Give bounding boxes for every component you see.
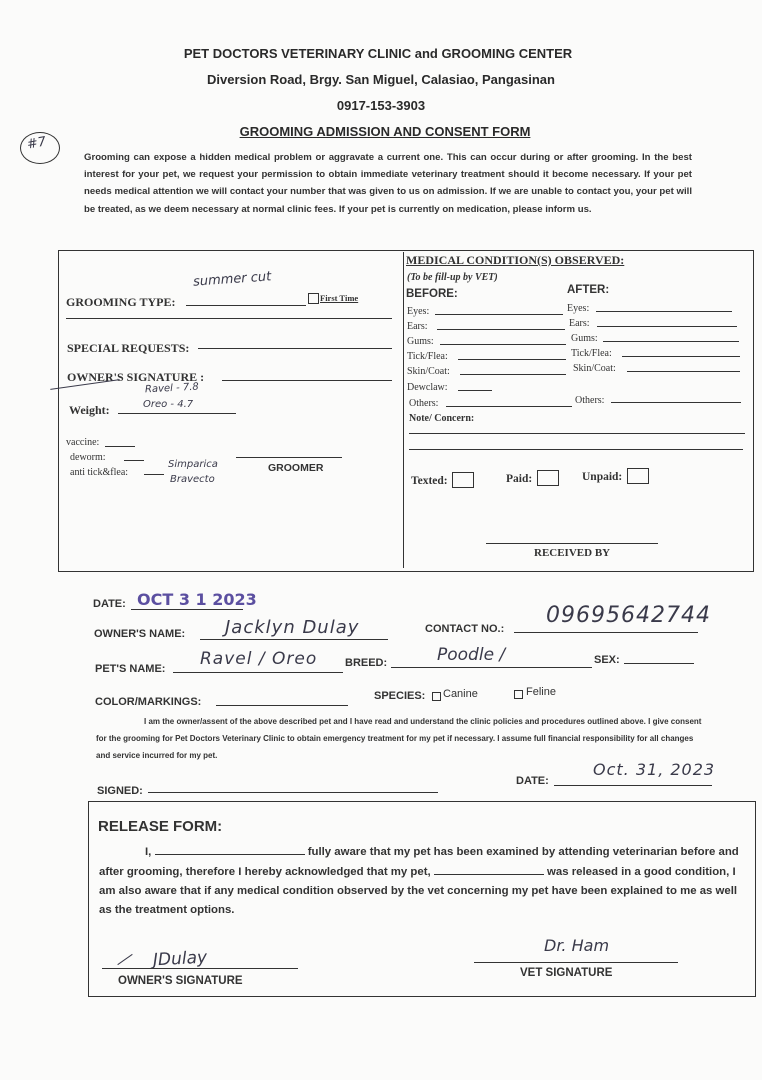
vet-signature-value: Dr. Ham [544,936,610,955]
antitick-label: anti tick&flea: [70,467,129,478]
color-markings-line[interactable] [216,705,348,706]
received-by-label: RECEIVED BY [534,547,611,559]
weight-value-ravel: Ravel - 7.8 [144,381,200,396]
owner-signature-release-line[interactable] [102,968,298,969]
release-pet-blank[interactable] [434,862,544,875]
signed-line[interactable] [148,792,438,793]
release-paragraph [99,842,751,920]
paid-label: Paid: [506,473,533,485]
groomer-label: GROOMER [268,462,324,474]
grooming-type-value: summer cut [192,269,272,290]
before-others-label: Others: [409,398,439,409]
note-line-1[interactable] [409,433,745,434]
page-number-mark: #7 [25,134,48,153]
signed-date-value: Oct. 31, 2023 [593,760,716,779]
feline-label: Feline [526,686,556,698]
antitick-line[interactable] [144,474,164,475]
vaccine-label: vaccine: [66,437,100,448]
grooming-type-line[interactable] [186,305,306,306]
antitick-value-bravecto: Bravecto [170,474,215,485]
consent-paragraph: I am the owner/assent of the above described pet and I have read and understand the clinic policies and procedures outlined above. I give consent for the grooming for Pet Doctors Veterinary Clinic to obtain emergency treatment for my pet if necessary. I assume full financial responsibility for all changes and service incurred for my pet. [96,717,702,760]
before-skincoat-line[interactable] [460,374,566,375]
before-ears-line[interactable] [437,329,565,330]
form-title: GROOMING ADMISSION AND CONSENT FORM [239,124,531,139]
owner-signature-value: JDulay [152,947,208,971]
texted-field [411,471,474,489]
medical-title: MEDICAL CONDITION(S) OBSERVED: [406,253,625,267]
owner-signature-label: OWNER'S SIGNATURE : [67,370,205,384]
signed-label: SIGNED: [97,785,143,797]
canine-label: Canine [443,688,478,700]
owner-signature-line[interactable] [222,380,392,381]
unpaid-checkbox[interactable] [627,468,649,484]
breed-value: Poodle / [437,645,506,665]
before-others-line[interactable] [446,406,572,407]
before-label: BEFORE: [406,288,458,300]
pet-name-value: Ravel / Oreo [200,649,318,669]
before-gums-label: Gums: [407,336,434,347]
paid-field [506,469,559,487]
color-markings-label: COLOR/MARKINGS: [95,696,202,708]
breed-line[interactable] [391,667,592,668]
after-others-label: Others: [575,395,605,406]
signed-date-line[interactable] [554,785,712,786]
vet-signature-label: VET SIGNATURE [520,967,613,979]
owner-name-line[interactable] [200,639,388,640]
unpaid-label: Unpaid: [582,471,623,483]
note-concern-label: Note/ Concern: [409,413,475,424]
paid-checkbox[interactable] [537,470,559,486]
box-divider [403,252,404,568]
before-ears-label: Ears: [407,321,428,332]
before-gums-line[interactable] [440,344,566,345]
species-label: SPECIES: [374,690,426,702]
sex-label: SEX: [594,654,620,666]
clinic-phone: 0917-153-3903 [336,98,426,113]
signed-date-label: DATE: [516,775,549,787]
antitick-value-simparica: Simparica [168,459,218,470]
deworm-line[interactable] [124,460,144,461]
before-dewclaw-line[interactable] [458,390,492,391]
date-label: DATE: [93,598,126,610]
after-ears-label: Ears: [569,318,590,329]
weight-label: Weight: [69,403,110,417]
release-text-2: fully aware that my pet has been examined by attending veterinarian before and after grooming, therefore I hereby acknowledged that my pet, [99,846,739,878]
before-eyes-line[interactable] [435,314,563,315]
release-text-3: was released in a good condition, I am also aware that if any medical condition observed by the vet concerning my pet have been explained to me as well as the treatment options. [99,866,738,916]
grooming-extra-line[interactable] [66,318,392,319]
clinic-address: Diversion Road, Brgy. San Miguel, Calasiao, Pangasinan [207,72,555,87]
feline-checkbox[interactable] [514,690,523,699]
date-line[interactable] [131,609,243,610]
weight-value-oreo: Oreo - 4.7 [143,399,194,410]
after-gums-line[interactable] [603,341,739,342]
special-requests-line[interactable] [198,348,392,349]
canine-checkbox[interactable] [432,692,441,701]
received-by-line[interactable] [486,543,658,544]
owner-name-label: OWNER'S NAME: [94,628,186,640]
date-value: OCT 3 1 2023 [137,590,257,609]
before-tickflea-label: Tick/Flea: [407,351,448,362]
unpaid-field [582,467,649,485]
after-tickflea-label: Tick/Flea: [571,348,612,359]
texted-label: Texted: [411,475,448,487]
pet-name-line[interactable] [173,672,343,673]
after-others-line[interactable] [611,402,741,403]
owner-name-value: Jacklyn Dulay [225,617,360,638]
after-skincoat-line[interactable] [627,371,740,372]
owner-signature-release-label: OWNER'S SIGNATURE [118,975,243,987]
grooming-type-label: GROOMING TYPE: [66,295,176,309]
vet-signature-line[interactable] [474,962,678,963]
contact-line[interactable] [514,632,698,633]
clinic-name: PET DOCTORS VETERINARY CLINIC and GROOMING CENTER [183,46,573,61]
contact-value: 09695642744 [546,603,711,628]
after-eyes-line[interactable] [596,311,732,312]
after-skincoat-label: Skin/Coat: [573,363,616,374]
before-dewclaw-label: Dewclaw: [407,382,448,393]
release-text-1: I, [145,846,152,858]
release-form-title: RELEASE FORM: [98,818,223,835]
before-eyes-label: Eyes: [407,306,430,317]
after-ears-line[interactable] [597,326,737,327]
special-requests-label: SPECIAL REQUESTS: [67,341,190,355]
vaccine-line[interactable] [105,446,135,447]
release-name-blank[interactable] [155,842,305,855]
first-time-checkbox[interactable] [308,293,319,304]
deworm-label: deworm: [70,452,106,463]
breed-label: BREED: [345,657,388,669]
after-label: AFTER: [567,284,610,296]
after-tickflea-line[interactable] [622,356,740,357]
note-line-2[interactable] [409,449,743,450]
after-eyes-label: Eyes: [567,303,590,314]
contact-label: CONTACT NO.: [425,623,505,635]
weight-line[interactable] [118,413,236,414]
medical-subtitle: (To be fill-up by VET) [407,272,498,283]
after-gums-label: Gums: [571,333,598,344]
before-tickflea-line[interactable] [458,359,566,360]
groomer-line[interactable] [236,457,342,458]
texted-checkbox[interactable] [452,472,474,488]
pet-name-label: PET'S NAME: [95,663,166,675]
before-skincoat-label: Skin/Coat: [407,366,450,377]
sex-line[interactable] [624,663,694,664]
first-time-label: First Time [320,293,359,303]
intro-paragraph: Grooming can expose a hidden medical problem or aggravate a current one. This can occur during or after grooming. In the best interest for your pet, we request your permission to obtain immediate veterinary treatment should it become necessary. If your pet needs medical attention we will contact your number that was given to us on admission. If we are unable to contact you, your pet will be treated, as we deem necessary at normal clinic fees. If your pet is currently on medication, please inform us. [84,152,692,215]
